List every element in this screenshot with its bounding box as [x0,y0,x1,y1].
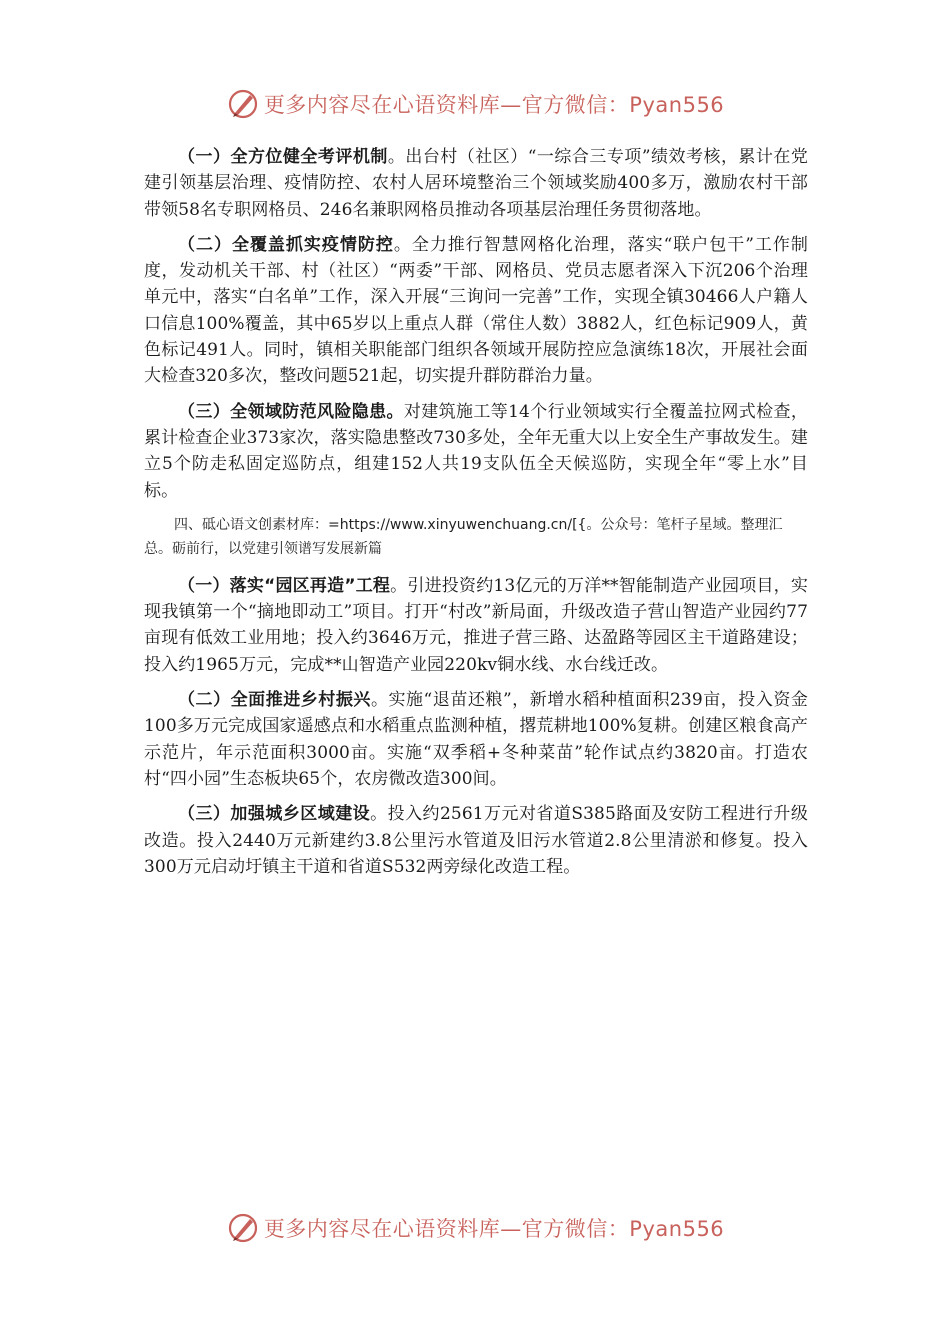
paragraph-heading: （三）加强城乡区域建设 [178,804,371,825]
paragraph-text: 。全力推行智慧网格化治理，落实“联户包干”工作制度，发动机关干部、村（社区）“两委”干部、网格员、党员志愿者深入下沉206个治理单元中，落实“白名单”工作，深入开展“三询问一完善”工作，实现全镇30466人户籍人口信息100%覆盖，其中65岁以上重点人群（常住人数）3882人，红色标记909人，黄色标记491人。同时，镇相关职能部门组织各领域开展防控应急演练18次，开展社会面大检查320多次，整改问题521起，切实提升群防群治力量。 [144,234,809,387]
footer-banner [0,1208,950,1248]
paragraph-text: 。投入约2561万元对省道S385路面及安防工程进行升级改造。投入2440万元新建约3.8公里污水管道及旧污水管道2.8公里清淤和修复。投入300万元启动圩镇主干道和省道S532两旁绿化改造工程。 [144,804,808,877]
section-heading: 四、砥心语文创素材库：=https://www.xinyuwenchuang.cn/[{。公众号：笔杆子星域。整理汇总。砺前行，以党建引领谱写发展新篇 [144,516,783,557]
paragraph-text: 对建筑施工等14个行业领域实行全覆盖拉网式检查，累计检查企业373家次，落实隐患整改730多处，全年无重大以上安全生产事故发生。建立5个防走私固定巡防点，组建152人共19支队伍全天候巡防，实现全年“零上水”目标。 [144,401,808,501]
document-body [144,144,808,889]
paragraph-industrial-park [144,573,808,678]
paragraph-heading: （二）全覆盖抓实疫情防控 [178,234,394,255]
paragraph-text: 。出台村（社区）“一综合三专项”绩效考核，累计在党建引领基层治理、疫情防控、农村人居环境整治三个领域奖励400多万，激励农村干部带领58名专职网格员、246名兼职网格员推动各项基层治理任务贯彻落地。 [144,147,808,220]
paragraph-risk-prevention [144,399,808,504]
paragraph-heading: （一）全方位健全考评机制 [178,147,388,167]
paragraph-heading: （一）落实“园区再造”工程 [178,575,391,596]
pen-logo-icon [226,87,260,121]
paragraph-assessment [144,144,808,223]
paragraph-urban-rural-construction [144,801,808,880]
pen-logo-icon [226,1211,260,1245]
paragraph-text: 。引进投资约13亿元的万洋**智能制造产业园项目，实现我镇第一个“摘地即动工”项目。打开“村改”新局面，升级改造子营山智造产业园约77亩现有低效工业用地；投入约3646万元，推进子营三路、达盈路等园区主干道路建设；投入约1965万元，完成**山智造产业园220kv铜水线、水台线迁改。 [144,575,808,675]
footer-banner-text: 更多内容尽在心语资料库—官方微信：Pyan556 [263,1217,725,1241]
header-banner [0,84,950,124]
paragraph-heading: （三）全领域防范风险隐患。 [178,401,404,422]
paragraph-rural-revitalization [144,687,808,792]
paragraph-text: 。实施“退苗还粮”，新增水稻种植面积239亩，投入资金100多万元完成国家遥感点和水稻重点监测种植，撂荒耕地100%复耕。创建区粮食高产示范片，年示范面积3000亩。实施“双季稻+冬种菜苗”轮作试点约3820亩。打造农村“四小园”生态板块65个，农房微改造300间。 [144,690,808,789]
header-banner-text: 更多内容尽在心语资料库—官方微信：Pyan556 [263,93,725,117]
paragraph-heading: （二）全面推进乡村振兴 [178,690,371,711]
paragraph-epidemic-control [144,232,808,390]
